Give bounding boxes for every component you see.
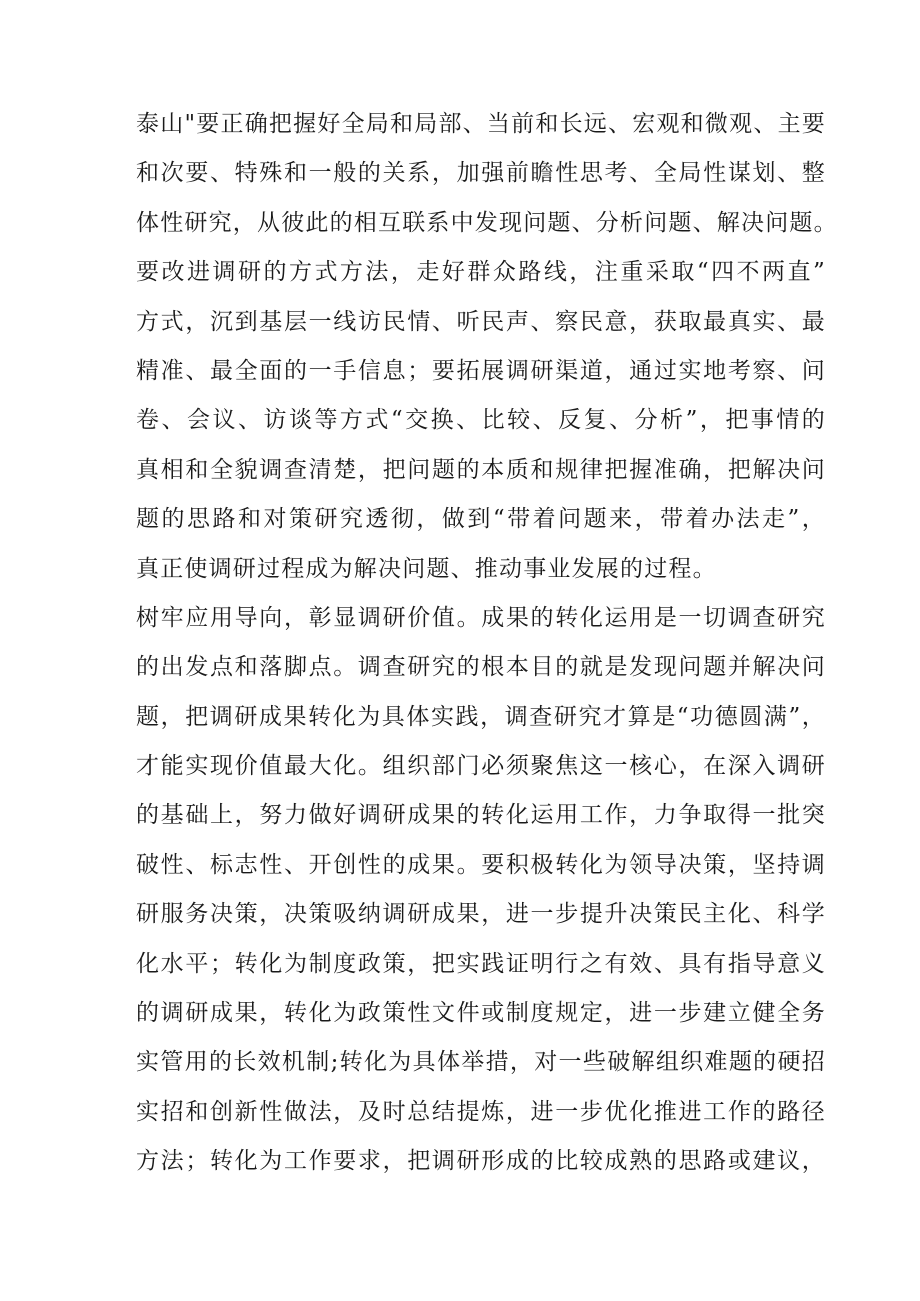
text-line: 的调研成果，转化为政策性文件或制度规定，进一步建立健全务 xyxy=(136,1000,826,1027)
text-line: 方法；转化为工作要求，把调研形成的比较成熟的思路或建议， xyxy=(136,1148,826,1175)
text-line: 真相和全貌调查清楚，把问题的本质和规律把握准确，把解决问 xyxy=(136,456,826,483)
text-line: 泰山"要正确把握好全局和局部、当前和长远、宏观和微观、主要 xyxy=(136,111,826,137)
text-line: 化水平；转化为制度政策，把实践证明行之有效、具有指导意义 xyxy=(136,950,826,977)
text-line: 方式，沉到基层一线访民情、听民声、察民意，获取最真实、最 xyxy=(136,308,826,335)
text-line: 的基础上，努力做好调研成果的转化运用工作，力争取得一批突 xyxy=(136,802,826,829)
text-line: 实招和创新性做法，及时总结提炼，进一步优化推进工作的路径 xyxy=(136,1098,826,1125)
text-line: 树牢应用导向，彰显调研价值。成果的转化运用是一切调查研究 xyxy=(136,604,826,631)
text-line: 题的思路和对策研究透彻，做到“带着问题来，带着办法走”， xyxy=(136,506,826,533)
text-line: 和次要、特殊和一般的关系，加强前瞻性思考、全局性谋划、整 xyxy=(136,160,826,187)
text-line: 卷、会议、访谈等方式“交换、比较、反复、分析”，把事情的 xyxy=(136,407,826,434)
paragraph xyxy=(136,100,838,248)
text-line: 才能实现价值最大化。组织部门必须聚焦这一核心，在深入调研 xyxy=(136,753,826,780)
text-line: 精准、最全面的一手信息；要拓展调研渠道，通过实地考察、问 xyxy=(136,357,826,384)
text-line: 要改进调研的方式方法，走好群众路线，注重采取“四不两直” xyxy=(136,259,826,286)
paragraph xyxy=(136,248,826,594)
body-text xyxy=(136,100,838,1187)
text-line: 研服务决策，决策吸纳调研成果，进一步提升决策民主化、科学 xyxy=(136,901,826,928)
text-line: 真正使调研过程成为解决问题、推动事业发展的过程。 xyxy=(136,555,717,582)
text-line: 破性、标志性、开创性的成果。要积极转化为领导决策，坚持调 xyxy=(136,851,826,878)
text-line: 实管用的长效机制;转化为具体举措，对一些破解组织难题的硬招 xyxy=(136,1049,826,1076)
text-line: 体性研究，从彼此的相互联系中发现问题、分析问题、解决问题。 xyxy=(136,209,838,236)
text-line: 题，把调研成果转化为具体实践，调查研究才算是“功德圆满”， xyxy=(136,703,826,730)
paragraph xyxy=(136,594,826,1187)
text-line: 的出发点和落脚点。调查研究的根本目的就是发现问题并解决问 xyxy=(136,654,826,681)
